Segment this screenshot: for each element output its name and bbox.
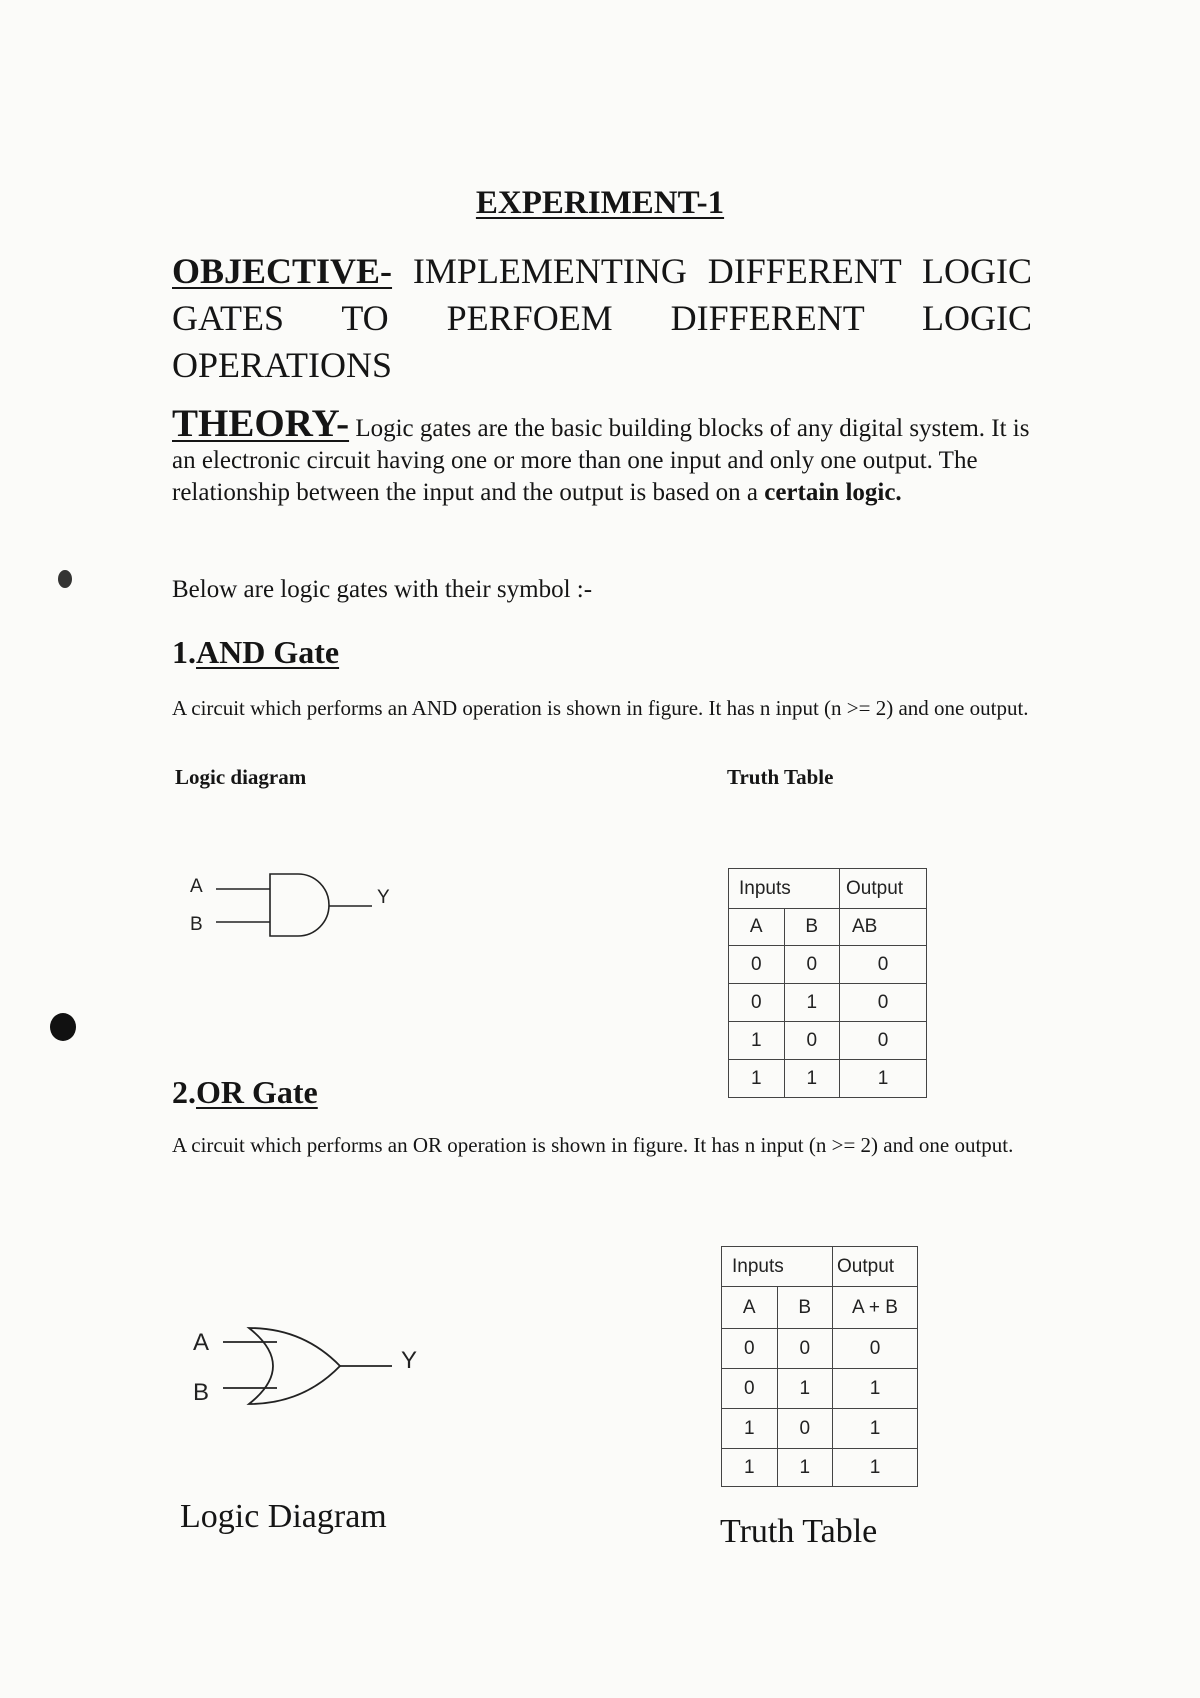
table-cell: 1 <box>729 1022 785 1060</box>
objective-paragraph <box>172 248 1032 389</box>
and-logic-diagram-label: Logic diagram <box>175 765 307 789</box>
or-output-label: Y <box>401 1347 418 1374</box>
or-logic-diagram-label: Logic Diagram <box>180 1498 387 1535</box>
theory-paragraph <box>172 402 1032 509</box>
table-cell: 1 <box>840 1060 927 1098</box>
table-cell: 1 <box>777 1449 833 1487</box>
table-cell: 0 <box>784 946 840 984</box>
punch-hole-mark <box>50 1013 76 1041</box>
or-table-col-a: A <box>722 1287 778 1329</box>
or-input-b-label: B <box>193 1379 210 1406</box>
or-truth-table-label: Truth Table <box>720 1513 878 1550</box>
table-cell: 1 <box>784 1060 840 1098</box>
and-input-a-label: A <box>190 876 203 897</box>
objective-label: OBJECTIVE- <box>172 251 393 291</box>
table-row <box>722 1329 918 1369</box>
table-cell: 0 <box>722 1329 778 1369</box>
table-cell: 1 <box>833 1449 918 1487</box>
table-row <box>729 1060 927 1098</box>
and-table-group-output: Output <box>840 869 927 909</box>
and-gate-diagram <box>180 868 400 948</box>
and-truth-table <box>728 868 927 1098</box>
table-cell: 0 <box>840 984 927 1022</box>
and-table-group-inputs: Inputs <box>729 869 840 909</box>
table-row <box>729 946 927 984</box>
and-gate-heading <box>172 634 339 671</box>
table-cell: 0 <box>729 984 785 1022</box>
table-cell: 0 <box>722 1369 778 1409</box>
table-row <box>729 1022 927 1060</box>
table-cell: 0 <box>840 946 927 984</box>
table-cell: 0 <box>729 946 785 984</box>
table-row <box>729 984 927 1022</box>
table-cell: 0 <box>840 1022 927 1060</box>
scan-speck-mark <box>58 570 72 588</box>
or-table-group-output: Output <box>833 1247 918 1287</box>
or-gate-diagram <box>185 1320 435 1420</box>
table-cell: 0 <box>833 1329 918 1369</box>
and-gate-description: A circuit which performs an AND operation is shown in figure. It has n input (n >= 2) and one output. <box>172 696 1029 720</box>
table-cell: 1 <box>784 984 840 1022</box>
or-table-group-inputs: Inputs <box>722 1247 833 1287</box>
and-gate-title: AND Gate <box>196 634 340 670</box>
table-cell: 1 <box>777 1369 833 1409</box>
objective-text: IMPLEMENTING DIFFERENT LOGIC GATES TO PERFOEM DIFFERENT LOGIC OPERATIONS <box>172 251 1032 385</box>
or-gate-symbol <box>249 1328 340 1404</box>
or-gate-description: A circuit which performs an OR operation is shown in figure. It has n input (n >= 2) and one output. <box>172 1133 1014 1157</box>
table-cell: 0 <box>777 1409 833 1449</box>
or-table-col-out: A + B <box>833 1287 918 1329</box>
theory-bold-tail: certain logic. <box>764 479 902 506</box>
page-title: EXPERIMENT-1 <box>475 185 725 221</box>
or-input-a-label: A <box>193 1329 210 1356</box>
or-truth-table <box>721 1246 918 1487</box>
or-table-col-b: B <box>777 1287 833 1329</box>
table-cell: 1 <box>833 1409 918 1449</box>
and-table-col-a: A <box>729 909 785 946</box>
table-cell: 0 <box>777 1329 833 1369</box>
gates-intro: Below are logic gates with their symbol :- <box>172 576 593 603</box>
table-cell: 0 <box>784 1022 840 1060</box>
theory-text: Logic gates are the basic building blocks of any digital system. It is an electronic circuit having one or more than one input and only one output. The relationship between the input and the output is based on a <box>172 415 1030 506</box>
table-cell: 1 <box>833 1369 918 1409</box>
and-truth-table-label: Truth Table <box>727 765 834 789</box>
and-gate-number: 1. <box>172 634 196 670</box>
table-cell: 1 <box>722 1449 778 1487</box>
table-row <box>722 1449 918 1487</box>
and-gate-symbol <box>270 874 329 936</box>
table-cell: 1 <box>722 1409 778 1449</box>
table-row <box>722 1409 918 1449</box>
theory-label: THEORY- <box>172 402 350 445</box>
and-input-b-label: B <box>190 914 203 935</box>
and-table-col-b: B <box>784 909 840 946</box>
or-gate-number: 2. <box>172 1074 196 1110</box>
and-table-col-out: AB <box>840 909 927 946</box>
and-output-label: Y <box>377 887 390 908</box>
or-gate-heading <box>172 1074 318 1111</box>
table-cell: 1 <box>729 1060 785 1098</box>
or-gate-title: OR Gate <box>196 1074 318 1110</box>
table-row <box>722 1369 918 1409</box>
